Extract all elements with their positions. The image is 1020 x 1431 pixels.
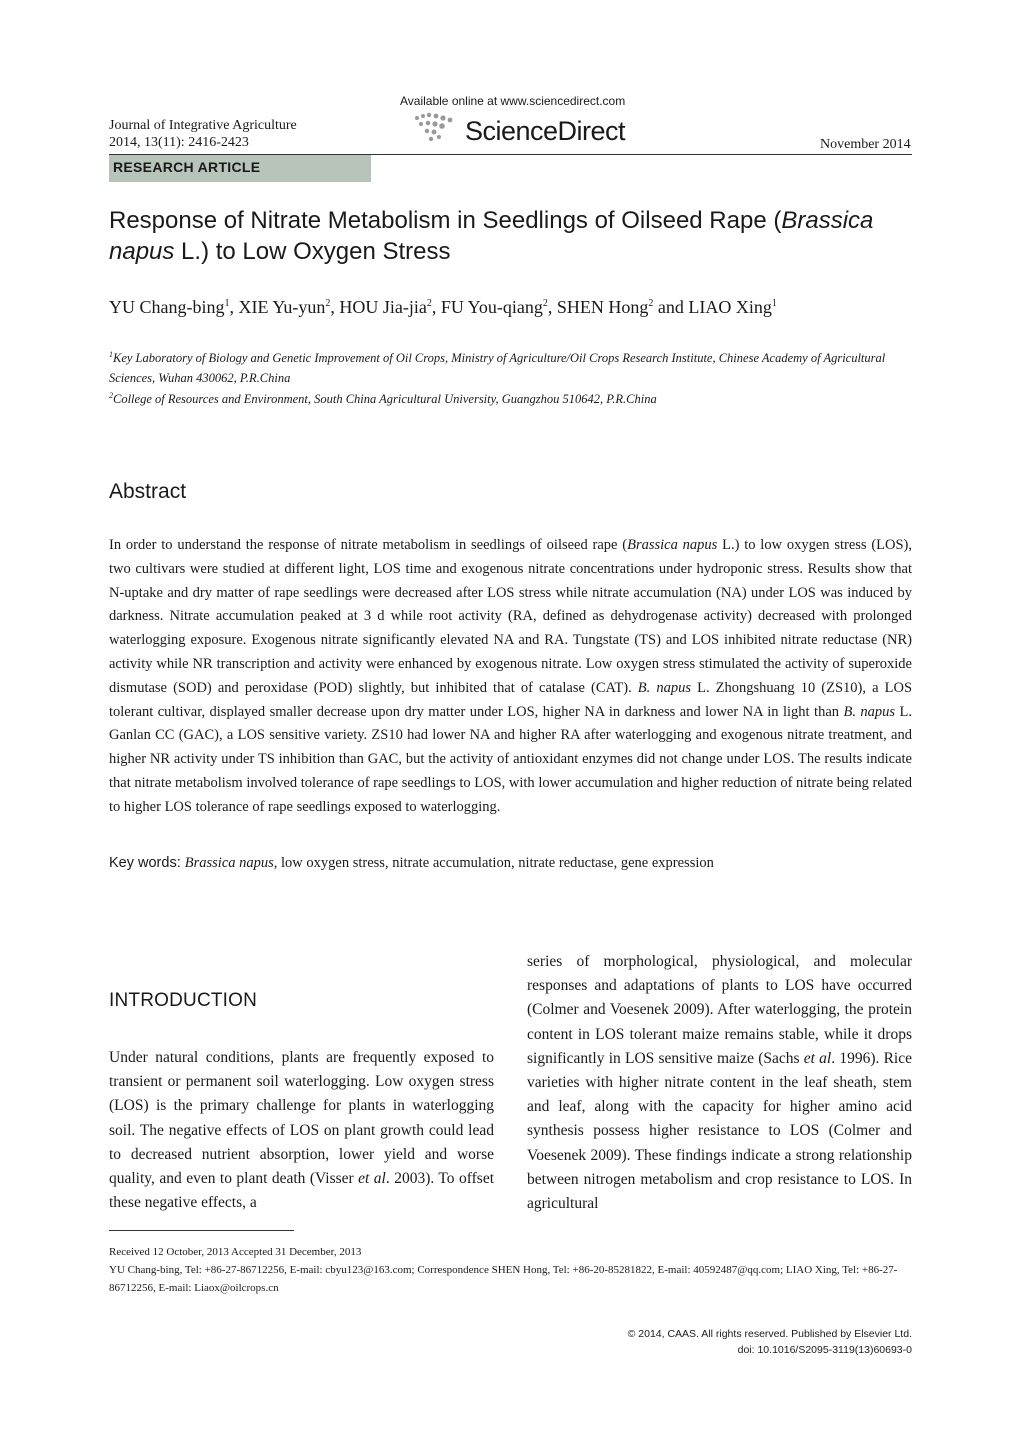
author-affiliation-mark: 1 — [224, 298, 230, 309]
abstract-species-italic: B. napus — [637, 679, 692, 696]
journal-name: Journal of Integrative Agriculture — [109, 118, 297, 133]
issue-date: November 2014 — [820, 137, 911, 152]
abstract-body — [109, 534, 912, 820]
abstract-text: In order to understand the response of nitrate metabolism in seedlings of oilseed rape ( — [109, 537, 628, 553]
available-online-text: Available online at www.sciencedirect.com — [400, 94, 626, 108]
author-affiliation-mark: 2 — [426, 298, 432, 309]
intro-etal-italic: et al — [358, 1170, 386, 1188]
title-species-italic: Brassica napus — [109, 207, 874, 265]
intro-etal-italic: et al — [803, 1049, 832, 1067]
keywords-line — [109, 855, 912, 872]
abstract-text: L. Ganlan CC (GAC), a LOS sensitive variety. ZS10 had lower NA and higher RA after waterlogging and exogenous nitrate treatment, and higher NR activity under TS inhibition than GAC, but the activity of antioxidant enzymes did not change under LOS. The results indicate that nitrate metabolism involved tolerance of rape seedlings to LOS, with lower accumulation and higher reduction of nitrate being related to higher LOS tolerance of rape seedlings exposed to waterlogging. — [109, 703, 913, 815]
intro-text: . 1996). Rice varieties with higher nitrate content in the leaf sheath, stem and leaf, along with the capacity for higher amino acid synthesis possess higher resistance to LOS (Colmer and Voesenek 2009). These findings indicate a strong relationship between nitrogen metabolism and crop resistance to LOS. In agricultural — [527, 1049, 912, 1213]
doi-text: doi: 10.1016/S2095-3119(13)60693-0 — [737, 1344, 912, 1356]
abstract-heading: Abstract — [109, 480, 187, 503]
intro-left-column — [109, 1046, 494, 1215]
author-name: LIAO Xing — [688, 297, 772, 317]
author-contacts: YU Chang-bing, Tel: +86-27-86712256, E-mail: cbyu123@163.com; Correspondence SHEN Hong, Tel: +86-20-85281822, E-mail: 40592487@qq.com; LIAO Xing, Tel: +86-27-86712256, E-mail: Liaox@oilcrops.cn — [109, 1264, 898, 1294]
affiliation-number: 2 — [109, 391, 113, 400]
author-affiliation-mark: 2 — [542, 298, 548, 309]
sciencedirect-wordmark: ScienceDirect — [465, 116, 626, 146]
abstract-species-italic: Brassica napus — [627, 537, 718, 553]
title-text-1: Response of Nitrate Metabolism in Seedlings of Oilseed Rape ( — [109, 207, 782, 234]
author-affiliation-mark: 1 — [771, 298, 777, 309]
sciencedirect-logo — [413, 112, 626, 148]
footnotes — [109, 1243, 912, 1297]
article-title — [109, 205, 915, 267]
sciencedirect-dots-icon — [413, 112, 461, 146]
title-text-2: L.) to Low Oxygen Stress — [174, 238, 451, 265]
author-affiliation-mark: 2 — [325, 298, 331, 309]
footnote-rule — [109, 1230, 294, 1231]
intro-text: series of morphological, physiological, and molecular responses and adaptations of plants to LOS have occurred (Colmer and Voesenek 2009). After waterlogging, the protein content in LOS tolerant maize remains stable, while it drops significantly in LOS sensitive maize (Sachs — [527, 953, 912, 1067]
abstract-text: L.) to low oxygen stress (LOS), two cultivars were studied at different light, LOS time and exogenous nitrate concentrations under hydroponic stress. Results show that N-uptake and dry matter of rape seedlings were decreased after LOS stress while nitrate accumulation (NA) under LOS was induced by darkness. Nitrate accumulation peaked at 3 d while root activity (RA, defined as dehydrogenase activity) decreased with prolonged waterlogging exposure. Exogenous nitrate significantly elevated NA and RA. Tungstate (TS) and LOS inhibited nitrate reductase (NR) activity while NR transcription and activity were enhanced by exogenous nitrate. Low oxygen stress stimulated the activity of superoxide dismutase (SOD) and peroxidase (POD) slightly, but inhibited that of catalase (CAT). — [109, 537, 913, 696]
intro-text: . 2003). To offset these negative effects, a — [109, 1170, 495, 1212]
author-list — [109, 297, 915, 318]
affiliation-text: College of Resources and Environment, South China Agricultural University, Guangzhou 510642, P.R.China — [113, 392, 657, 407]
article-type-band — [109, 155, 371, 182]
journal-info — [109, 117, 297, 151]
keywords-species-italic: Brassica napus — [184, 855, 274, 871]
author-separator: , — [547, 297, 557, 317]
author-affiliation-mark: 2 — [648, 298, 654, 309]
keywords-text: , low oxygen stress, nitrate accumulation, nitrate reductase, gene expression — [273, 855, 714, 871]
article-type-label: RESEARCH ARTICLE — [113, 159, 261, 175]
abstract-species-italic: B. napus — [843, 703, 896, 720]
author-separator: , — [431, 297, 441, 317]
journal-citation: 2014, 13(11): 2416-2423 — [109, 135, 249, 150]
keywords-label: Key words: — [109, 855, 185, 871]
affiliation-text: Key Laboratory of Biology and Genetic Improvement of Oil Crops, Ministry of Agriculture/Oil Crops Research Institute, Chinese Academy of Agricultural Sciences, Wuhan 430062, P.R.China — [109, 351, 886, 386]
copyright-notice: © 2014, CAAS. All rights reserved. Published by Elsevier Ltd. — [627, 1328, 912, 1340]
intro-right-column — [527, 950, 912, 1216]
affiliation-number: 1 — [109, 350, 113, 359]
author-name: HOU Jia-jia — [339, 297, 427, 317]
abstract-text: L. Zhongshuang 10 (ZS10), a LOS tolerant cultivar, displayed smaller decrease upon dry matter under LOS, higher NA in darkness and lower NA in light than — [109, 679, 913, 720]
author-separator: , — [229, 297, 239, 317]
intro-text: Under natural conditions, plants are frequently exposed to transient or permanent soil waterlogging. Low oxygen stress (LOS) is the primary challenge for plants in waterlogging soil. The negative effects of LOS on plant growth could lead to decreased nutrient absorption, lower yield and worse quality, and even to plant death (Visser — [109, 1049, 494, 1188]
author-name: XIE Yu-yun — [238, 297, 326, 317]
introduction-heading: INTRODUCTION — [109, 990, 258, 1011]
author-separator: , — [330, 297, 340, 317]
author-name: YU Chang-bing — [109, 297, 225, 317]
author-name: FU You-qiang — [440, 297, 543, 317]
received-accepted-dates: Received 12 October, 2013 Accepted 31 December, 2013 — [109, 1246, 362, 1258]
author-separator: and — [653, 297, 689, 317]
author-name: SHEN Hong — [556, 297, 649, 317]
affiliation-2 — [109, 386, 915, 409]
affiliation-1 — [109, 345, 915, 388]
